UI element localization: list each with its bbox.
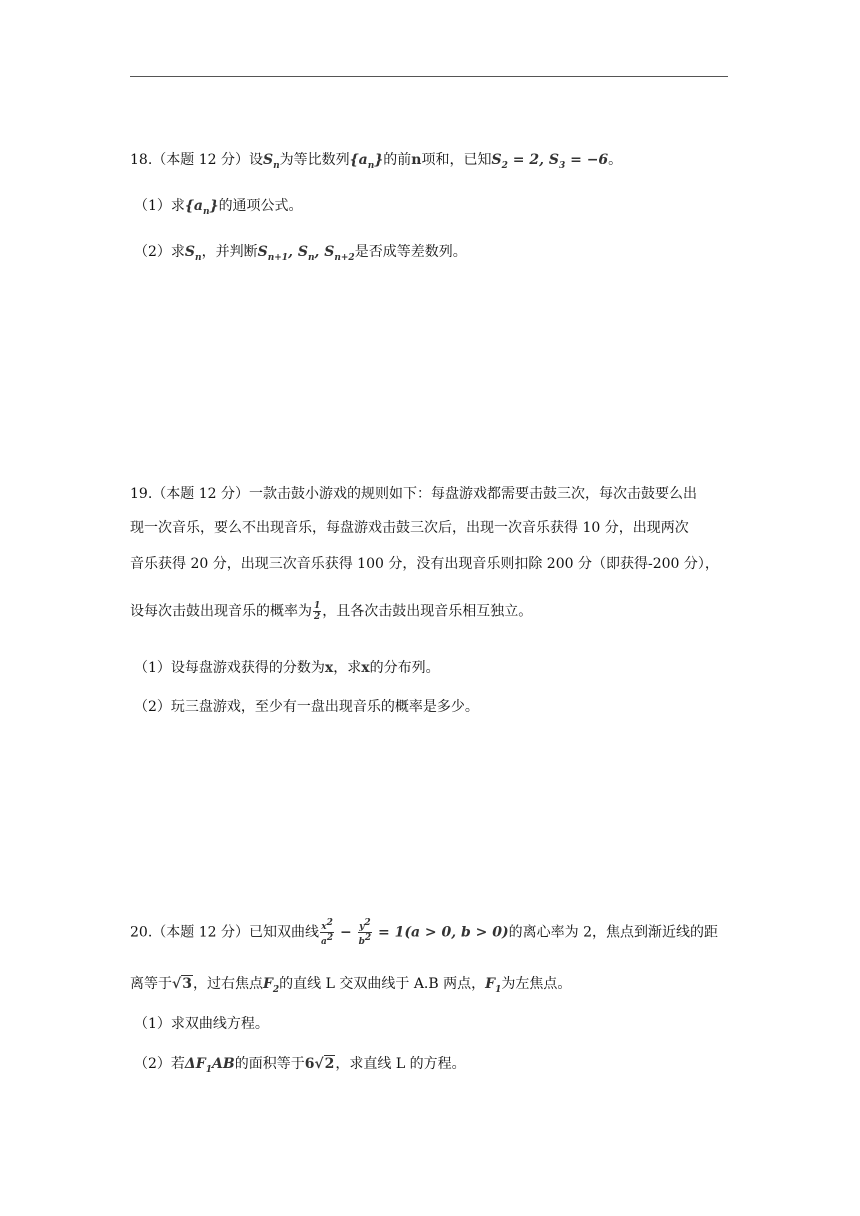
q19-line-2: 现一次音乐，要么不出现音乐，每盘游戏击鼓三次后，出现一次音乐获得 10 分，出现两次 xyxy=(130,520,689,536)
math-sn: $S_n$ xyxy=(262,152,280,171)
q18-intro-text-b: 为等比数列 xyxy=(279,152,350,168)
q18-intro-text-e: 。 xyxy=(608,152,623,168)
q18-sub1 xyxy=(134,196,303,222)
q20-line-2-text-c: 的直线 L 交双曲线于 A.B 两点， xyxy=(279,976,486,992)
q18-intro-text-d: 项和，已知 xyxy=(421,152,492,168)
math-x: x xyxy=(324,660,334,676)
math-x: x xyxy=(361,660,370,676)
q20-sub2-text-b: 的面积等于 xyxy=(234,1056,305,1072)
q18-intro xyxy=(130,150,622,176)
q19-sub1 xyxy=(134,658,440,678)
math-n: n xyxy=(411,152,422,168)
q19-line-4 xyxy=(130,601,532,622)
q18-intro-text-a: 18.（本题 12 分）设 xyxy=(130,152,263,168)
q20-line-2-text-a: 离等于 xyxy=(130,976,172,992)
math-sqrt3: √3 xyxy=(172,976,192,992)
q19-line-3: 音乐获得 20 分，出现三次音乐获得 100 分，没有出现音乐则扣除 200 分（即获得-200 分）， xyxy=(130,556,719,572)
q20-sub2 xyxy=(134,1054,466,1080)
q18-sub2-text-a: （2）求 xyxy=(134,244,185,260)
math-minus: − xyxy=(335,924,357,941)
q20-line-1-text-a: 20.（本题 12 分）已知双曲线 xyxy=(130,924,319,941)
math-triangle-f1ab: $\Delta F_1AB$ xyxy=(184,1056,235,1075)
q19-line-4-text-b: ，且各次击鼓出现音乐相互独立。 xyxy=(322,603,533,620)
math-one-half: $\frac{1}{2}$ xyxy=(314,601,321,622)
q20-line-2-text-b: ，过右焦点 xyxy=(192,976,263,992)
math-sn: $S_n$ xyxy=(184,244,202,263)
header-rule xyxy=(130,76,728,77)
math-f1: $F_1$ xyxy=(485,976,502,995)
q19-line-1: 19.（本题 12 分）一款击鼓小游戏的规则如下：每盘游戏都需要击鼓三次，每次击鼓要么出 xyxy=(130,486,697,502)
math-three-sums: $S_{n+1}$, $S_n$, $S_{n+2}$ xyxy=(257,244,355,263)
math-hyperbola-condition: = 1(a > 0, b > 0) xyxy=(373,924,509,941)
math-f2: $F_2$ xyxy=(262,976,280,995)
q19-sub1-text-c: 的分布列。 xyxy=(369,660,440,676)
q20-line-2 xyxy=(130,974,571,1000)
math-seq-an: $\{a_n\}$ xyxy=(184,198,219,217)
q20-line-1 xyxy=(130,918,718,947)
q20-sub1: （1）求双曲线方程。 xyxy=(134,1016,269,1032)
q18-sub2-text-c: 是否成等差数列。 xyxy=(354,244,467,260)
math-given: $S_2 = 2$, $S_3 = -6$ xyxy=(491,152,609,171)
q19-line-4-text-a: 设每次击鼓出现音乐的概率为 xyxy=(130,603,312,620)
math-frac-x2-a2: $\frac{x^2}{a^2}$ xyxy=(320,918,334,947)
math-frac-y2-b2: $\frac{y^2}{b^2}$ xyxy=(358,918,372,947)
math-6sqrt2: 6√2 xyxy=(304,1056,335,1072)
q18-sub1-text-b: 的通项公式。 xyxy=(218,198,303,214)
q19-sub2: （2）玩三盘游戏，至少有一盘出现音乐的概率是多少。 xyxy=(134,699,479,715)
q20-sub2-text-c: ，求直线 L 的方程。 xyxy=(335,1056,466,1072)
q19-sub1-text-b: ，求 xyxy=(333,660,362,676)
q20-line-2-text-d: 为左焦点。 xyxy=(501,976,572,992)
math-seq-an: $\{a_n\}$ xyxy=(349,152,384,171)
q19-sub1-text-a: （1）设每盘游戏获得的分数为 xyxy=(134,660,325,676)
q20-line-1-text-b: 的离心率为 2，焦点到渐近线的距 xyxy=(508,924,719,941)
q20-sub2-text-a: （2）若 xyxy=(134,1056,185,1072)
q18-sub2 xyxy=(134,242,467,268)
q18-intro-text-c: 的前 xyxy=(383,152,412,168)
q18-sub2-text-b: ，并判断 xyxy=(201,244,258,260)
q18-sub1-text-a: （1）求 xyxy=(134,198,185,214)
